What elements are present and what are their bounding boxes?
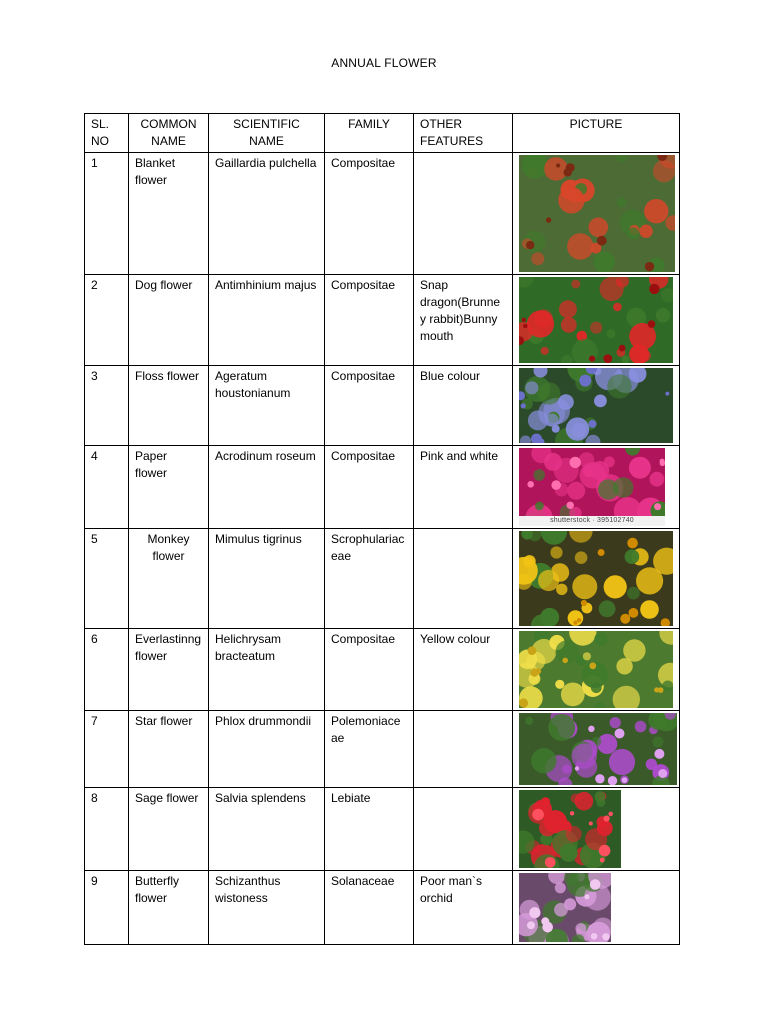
picture-cell xyxy=(513,153,680,275)
scientific-name-cell: Ageratum houstonianum xyxy=(209,366,325,446)
flower-photo-graphic xyxy=(519,155,675,272)
flower-photo-graphic xyxy=(519,713,677,785)
table-row xyxy=(85,788,680,871)
flower-photo-graphic xyxy=(519,531,673,626)
common-name-cell: Paper flower xyxy=(129,446,209,529)
other-features-cell xyxy=(414,788,513,871)
family-cell: Scrophulariaceae xyxy=(325,529,414,629)
flower-photo-graphic xyxy=(519,368,673,443)
other-features-cell: Blue colour xyxy=(414,366,513,446)
table-row xyxy=(85,871,680,945)
sl-no-cell: 2 xyxy=(85,275,129,366)
table-row xyxy=(85,711,680,788)
header-common-name: COMMON NAME xyxy=(129,114,209,153)
scientific-name-cell: Gaillardia pulchella xyxy=(209,153,325,275)
picture-cell xyxy=(513,711,680,788)
sl-no-cell: 7 xyxy=(85,711,129,788)
common-name-cell: Floss flower xyxy=(129,366,209,446)
common-name-cell: Butterfly flower xyxy=(129,871,209,945)
table-row xyxy=(85,446,680,529)
picture-cell xyxy=(513,446,680,529)
other-features-cell: Pink and white xyxy=(414,446,513,529)
picture-cell xyxy=(513,366,680,446)
flower-photo-graphic xyxy=(519,448,665,526)
other-features-cell: Yellow colour xyxy=(414,629,513,711)
sl-no-cell: 9 xyxy=(85,871,129,945)
flower-photo-graphic xyxy=(519,873,611,942)
table-row xyxy=(85,275,680,366)
blanket-flower-photo xyxy=(519,155,675,272)
sl-no-cell: 4 xyxy=(85,446,129,529)
family-cell: Compositae xyxy=(325,446,414,529)
family-cell: Solanaceae xyxy=(325,871,414,945)
sl-no-cell: 8 xyxy=(85,788,129,871)
table-row xyxy=(85,629,680,711)
other-features-cell: Snap dragon(Brunney rabbit)Bunny mouth xyxy=(414,275,513,366)
table-row xyxy=(85,529,680,629)
common-name-cell: Everlastinng flower xyxy=(129,629,209,711)
scientific-name-cell: Salvia splendens xyxy=(209,788,325,871)
other-features-cell: Poor man`s orchid xyxy=(414,871,513,945)
family-cell: Compositae xyxy=(325,629,414,711)
paper-flower-photo xyxy=(519,448,665,526)
picture-cell xyxy=(513,788,680,871)
flower-photo-graphic xyxy=(519,631,673,708)
scientific-name-cell: Phlox drummondii xyxy=(209,711,325,788)
other-features-cell xyxy=(414,711,513,788)
flower-table xyxy=(84,113,680,945)
family-cell: Polemoniaceae xyxy=(325,711,414,788)
sl-no-cell: 3 xyxy=(85,366,129,446)
butterfly-flower-photo xyxy=(519,873,611,942)
common-name-cell: Star flower xyxy=(129,711,209,788)
family-cell: Compositae xyxy=(325,275,414,366)
monkey-flower-photo xyxy=(519,531,673,626)
table-header-row xyxy=(85,114,680,153)
header-sl-no: SL. NO xyxy=(85,114,129,153)
header-other-features: OTHER FEATURES xyxy=(414,114,513,153)
dog-flower-photo xyxy=(519,277,673,363)
other-features-cell xyxy=(414,153,513,275)
common-name-cell: Blanket flower xyxy=(129,153,209,275)
flower-photo-graphic xyxy=(519,277,673,363)
family-cell: Compositae xyxy=(325,153,414,275)
everlasting-flower-photo xyxy=(519,631,673,708)
common-name-cell: Sage flower xyxy=(129,788,209,871)
star-flower-photo xyxy=(519,713,677,785)
other-features-cell xyxy=(414,529,513,629)
common-name-cell: Dog flower xyxy=(129,275,209,366)
scientific-name-cell: Schizanthus wistoness xyxy=(209,871,325,945)
scientific-name-cell: Antimhinium majus xyxy=(209,275,325,366)
header-scientific-name: SCIENTIFIC NAME xyxy=(209,114,325,153)
header-family: FAMILY xyxy=(325,114,414,153)
header-picture: PICTURE xyxy=(513,114,680,153)
table-row xyxy=(85,366,680,446)
flower-photo-graphic xyxy=(519,790,621,868)
picture-cell xyxy=(513,529,680,629)
scientific-name-cell: Mimulus tigrinus xyxy=(209,529,325,629)
floss-flower-photo xyxy=(519,368,673,443)
page-title: ANNUAL FLOWER xyxy=(331,56,437,70)
sl-no-cell: 6 xyxy=(85,629,129,711)
scientific-name-cell: Helichrysam bracteatum xyxy=(209,629,325,711)
scientific-name-cell: Acrodinum roseum xyxy=(209,446,325,529)
picture-cell xyxy=(513,629,680,711)
stock-watermark: shutterstock · 395102740 xyxy=(519,516,665,526)
sl-no-cell: 5 xyxy=(85,529,129,629)
picture-cell xyxy=(513,275,680,366)
picture-cell xyxy=(513,871,680,945)
sl-no-cell: 1 xyxy=(85,153,129,275)
sage-flower-photo xyxy=(519,790,621,868)
table-row xyxy=(85,153,680,275)
family-cell: Lebiate xyxy=(325,788,414,871)
family-cell: Compositae xyxy=(325,366,414,446)
common-name-cell: Monkey flower xyxy=(129,529,209,629)
